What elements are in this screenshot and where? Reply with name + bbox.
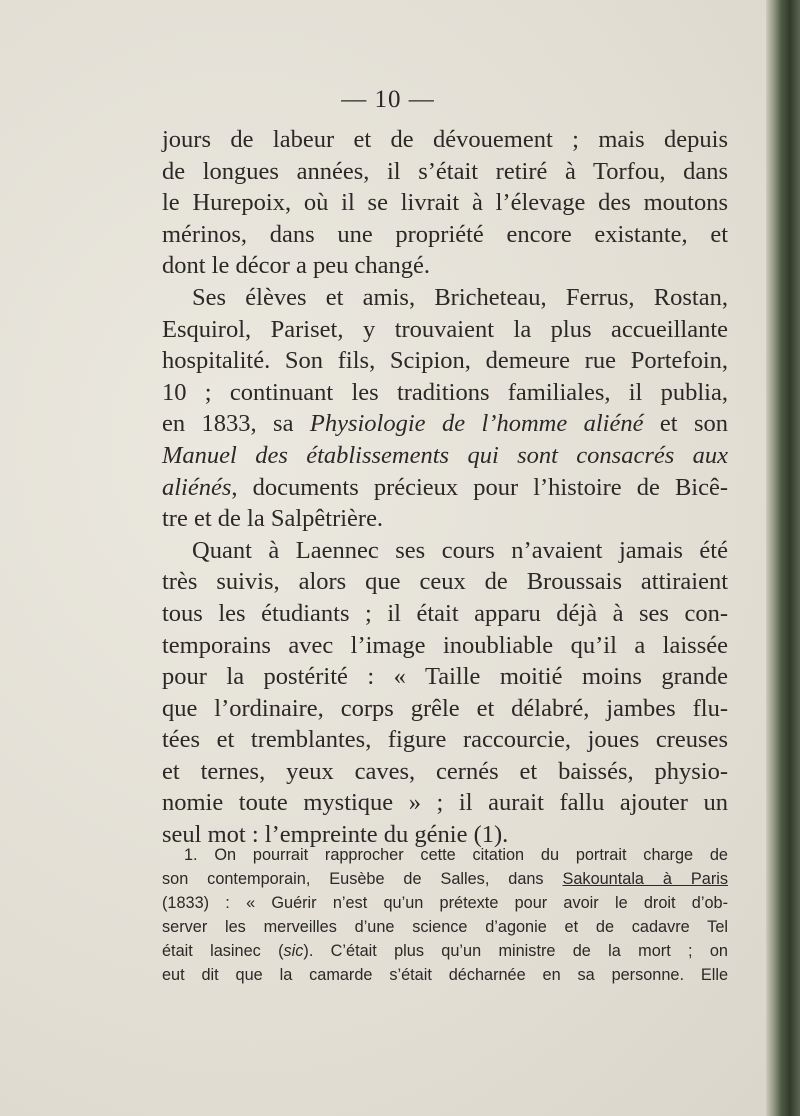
text-line xyxy=(162,630,728,662)
text-line xyxy=(162,566,728,598)
text-run: pour la postérité : « Taille moitié moins grande xyxy=(162,663,728,691)
footnote-line xyxy=(162,867,728,891)
text-run: était lasinec ( xyxy=(162,942,284,960)
text-run: de longues années, il s’était retiré à Torfou, dans xyxy=(162,157,728,185)
text-line xyxy=(162,314,728,346)
text-run: 10 ; continuant les traditions familiales, il publia, xyxy=(162,378,728,406)
text-run: seul mot : l’empreinte du génie (1). xyxy=(162,821,509,849)
text-line xyxy=(162,345,728,377)
footnote-line xyxy=(162,963,728,987)
text-run: dont le décor a peu changé. xyxy=(162,252,431,280)
text-line xyxy=(162,219,728,251)
text-line xyxy=(162,472,728,504)
text-run: son contemporain, Eusèbe de Salles, dans xyxy=(162,870,563,888)
text-run: le Hurepoix, où il se livrait à l’élevage des moutons xyxy=(162,189,728,217)
text-line xyxy=(162,598,728,630)
text-run: (1833) : « Guérir n’est qu’un prétexte pour avoir le droit d’ob- xyxy=(162,894,728,912)
text-run: et son xyxy=(643,410,728,438)
italic-title: Manuel des établissements qui sont consacrés aux xyxy=(162,441,728,469)
main-text xyxy=(162,124,728,851)
italic-title: sic xyxy=(283,942,304,960)
text-line xyxy=(162,756,728,788)
text-line xyxy=(162,661,728,693)
text-run: , documents précieux pour l’histoire de Bicê- xyxy=(231,473,728,501)
text-run: et ternes, yeux caves, cernés et baissés, physio- xyxy=(162,757,728,785)
text-run: tous les étudiants ; il était apparu déjà à ses con- xyxy=(162,599,728,627)
footnote-line xyxy=(162,891,728,915)
text-run: tées et tremblantes, figure raccourcie, joues creuses xyxy=(162,726,728,754)
text-line xyxy=(162,377,728,409)
text-run: Ses élèves et amis, Bricheteau, Ferrus, Rostan, xyxy=(192,283,728,311)
text-run: Quant à Laennec ses cours n’avaient jamais été xyxy=(192,536,728,564)
text-run: que l’ordinaire, corps grêle et délabré, jambes flu- xyxy=(162,694,728,722)
text-line xyxy=(162,440,728,472)
text-run: en 1833, sa xyxy=(162,410,310,438)
text-line xyxy=(162,724,728,756)
text-line xyxy=(162,124,728,156)
text-run: jours de labeur et de dévouement ; mais depuis xyxy=(162,126,728,153)
text-line xyxy=(162,408,728,440)
text-run: ). C’était plus qu’un ministre de la mort ; on xyxy=(303,942,728,960)
footnote-line xyxy=(162,843,728,867)
text-run: Esquirol, Pariset, y trouvaient la plus accueillante xyxy=(162,315,728,343)
text-run: 1. On pourrait rapprocher cette citation du portrait charge de xyxy=(184,846,728,864)
text-line xyxy=(162,503,728,535)
text-run: tre et de la Salpêtrière. xyxy=(162,505,384,533)
footnote xyxy=(162,843,728,987)
text-line xyxy=(162,787,728,819)
underlined-title: Sakountala à Paris xyxy=(562,870,728,888)
text-run: server les merveilles d’une science d’agonie et de cadavre Tel xyxy=(162,918,728,936)
book-binding-edge xyxy=(766,0,800,1116)
footnote-line xyxy=(162,939,728,963)
text-line xyxy=(162,250,728,282)
text-line xyxy=(162,156,728,188)
italic-title: aliénés xyxy=(162,473,232,501)
text-line xyxy=(162,282,728,314)
text-run: eut dit que la camarde s’était décharnée en sa personne. Elle xyxy=(162,966,728,984)
text-line xyxy=(162,187,728,219)
text-run: hospitalité. Son fils, Scipion, demeure rue Portefoin, xyxy=(162,347,728,375)
text-run: nomie toute mystique » ; il aurait fallu ajouter un xyxy=(162,789,728,817)
page-number: — 10 — xyxy=(341,86,435,113)
italic-title: Physiologie de l’homme aliéné xyxy=(309,410,644,438)
text-run: très suivis, alors que ceux de Broussais attiraient xyxy=(162,568,728,596)
text-line xyxy=(162,693,728,725)
text-run: mérinos, dans une propriété encore existante, et xyxy=(162,220,728,248)
text-line xyxy=(162,535,728,567)
footnote-line xyxy=(162,915,728,939)
text-run: temporains avec l’image inoubliable qu’il a laissée xyxy=(162,631,728,659)
